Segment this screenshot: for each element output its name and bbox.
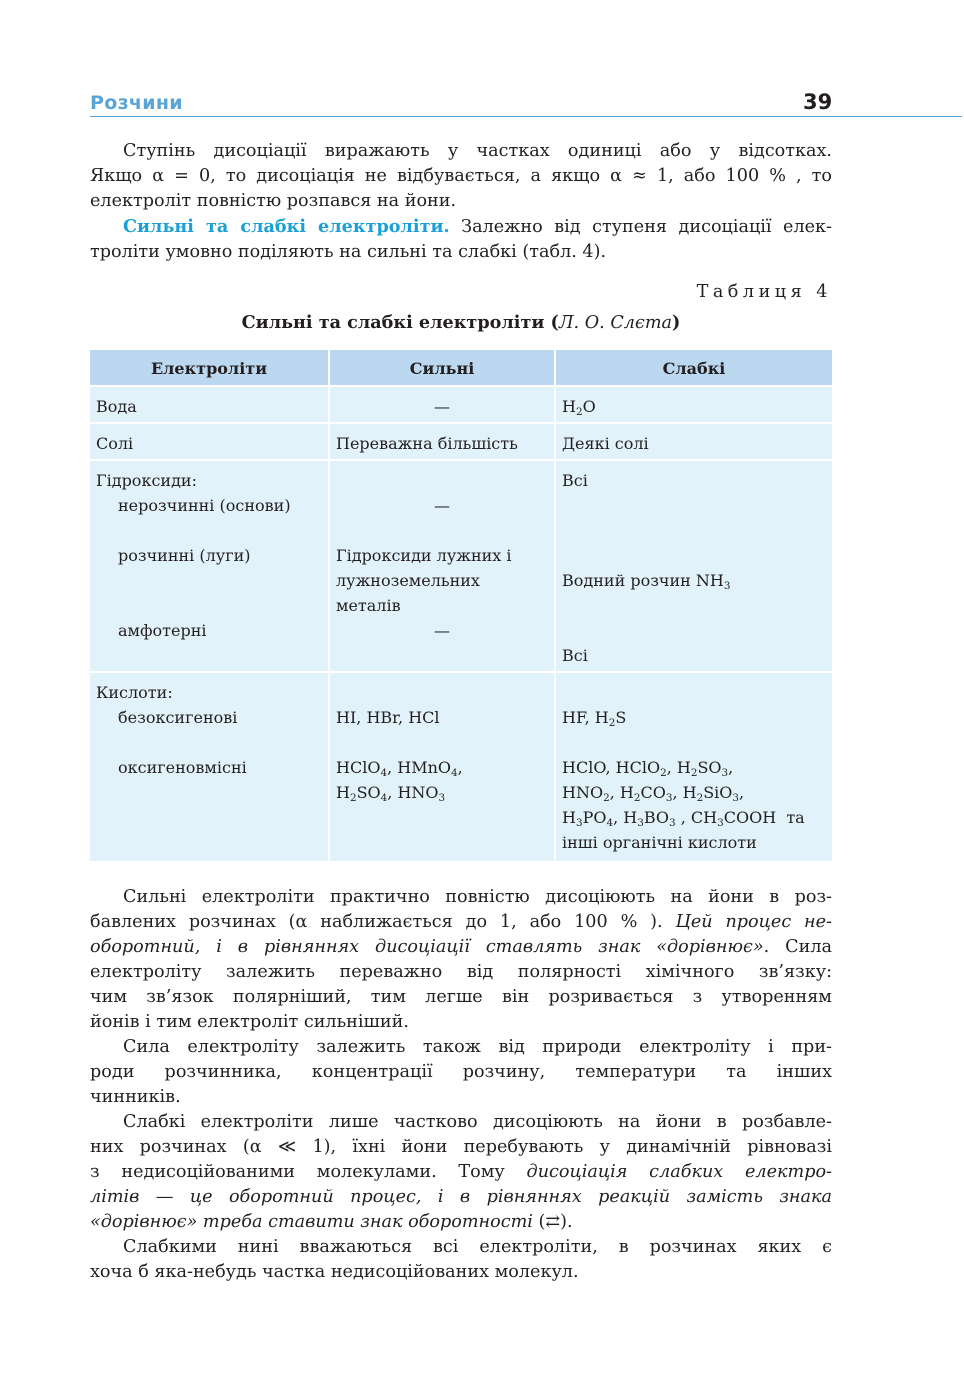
table-caption: Сильні та слабкі електроліти (Л. О. Слєта) [241,312,681,333]
table-cell: Солі [90,423,329,460]
text-line: Сила електроліту залежить також від природи електроліту і при- [123,1037,832,1057]
paragraph-weak-definition [90,1235,832,1285]
page-header [90,92,962,118]
electrolytes-table [90,350,832,861]
text-line: роди розчинника, концентрації розчину, температури та інших [90,1062,832,1082]
text-line: «дорівнює» треба ставити знак оборотності (⇄). [90,1212,573,1232]
text-line: чим зв’язок полярніший, тим легше він розривається з утворенням [90,987,832,1007]
table-cell: Гідроксиди: нерозчинні (основи) розчинні (луги) амфотерні [90,460,329,672]
column-header: Слабкі [555,350,832,386]
highlight-term: Сильні та слабкі електроліти. [123,216,450,237]
chapter-title: Розчини [90,92,183,114]
table-cell: Всі Водний розчин $NH_3$ Всі [555,460,832,672]
paragraph-strength-factors [90,1035,832,1110]
text-line: з недисоційованими молекулами. Тому дисоціація слабких електро- [90,1162,832,1182]
text-line: бавлених розчинах (α наближається до 1, або 100 % ). Цей процес не- [90,912,832,932]
text-line: електроліту залежить переважно від полярності хімічного зв’язку: [90,962,832,982]
text-line: Якщо α = 0, то дисоціація не відбувається, а якщо α ≈ 1, або 100 % , то [90,166,832,186]
table-cell: — Гідроксиди лужних і лужноземельних металів — [329,460,555,672]
table-cell: HF, $H_2S$ HClO, HClO$_2$, $H_2SO_3$, $HNO_2$, $H_2CO_3$, $H_2SiO_3$, $H_3PO_4$, $H_3BO_3$ , $CH_3COOH$ та інші органічні кислоти [555,672,832,861]
text-line: хоча б яка-небудь частка недисоційованих молекул. [90,1262,579,1282]
paragraph-weak-electrolytes [90,1110,832,1235]
table-cell: — [329,386,555,423]
text-line: Слабкі електроліти лише частково дисоціюють на йони в розбавле- [123,1112,832,1132]
text-line: Ступінь дисоціації виражають у частках одиниці або у відсотках. [123,141,832,161]
column-header: Електроліти [90,350,329,386]
table-cell: Кислоти: безоксигенові оксигеновмісні [90,672,329,861]
text-line: оборотний, і в рівняннях дисоціації ставлять знак «дорівнює». Сила [90,937,832,957]
table-cell: Вода [90,386,329,423]
column-header: Сильні [329,350,555,386]
text-line: електроліт повністю розпався на йони. [90,191,457,211]
text-line: літів — це оборотний процес, і в рівняннях реакцій замість знака [90,1187,832,1207]
text-line: них розчинах (α ≪ 1), їхні йони перебувають у динамічній рівновазі [90,1137,832,1157]
equilibrium-sign: (⇄). [532,1212,573,1232]
paragraph-dissociation-degree [90,139,832,214]
body-text [90,885,832,1285]
table-row [90,423,832,460]
page-number: 39 [803,90,833,114]
text-line: Сильні та слабкі електроліти. Залежно від ступеня дисоціації елек- [123,216,832,237]
table-header-row [90,350,832,386]
text-line: чинників. [90,1087,181,1107]
text-line: йонів і тим електроліт сильніший. [90,1012,409,1032]
text-line: Слабкими нині вважаються всі електроліти, в розчинах яких є [123,1237,832,1257]
table-number: Таблиця 4 [696,282,832,302]
table-cell: HI, HBr, HCl HClO$_4$, HMnO$_4$, $H_2SO_4$, $HNO_3$ [329,672,555,861]
table-cell: Переважна більшість [329,423,555,460]
paragraph-strong-electrolytes [90,885,832,1035]
paragraph-strong-weak [90,214,832,265]
table-cell: Деякі солі [555,423,832,460]
text-line: троліти умовно поділяють на сильні та слабкі (табл. 4). [90,242,607,262]
table-cell: $H_2O$ [555,386,832,423]
intro-text [90,139,832,265]
caption-author: Л. О. Слєта [558,313,673,333]
header-rule [90,116,962,117]
table-row [90,386,832,423]
text-line: Сильні електроліти практично повністю дисоціюють на йони в роз- [123,887,832,907]
table-row [90,672,832,861]
table-row [90,460,832,672]
